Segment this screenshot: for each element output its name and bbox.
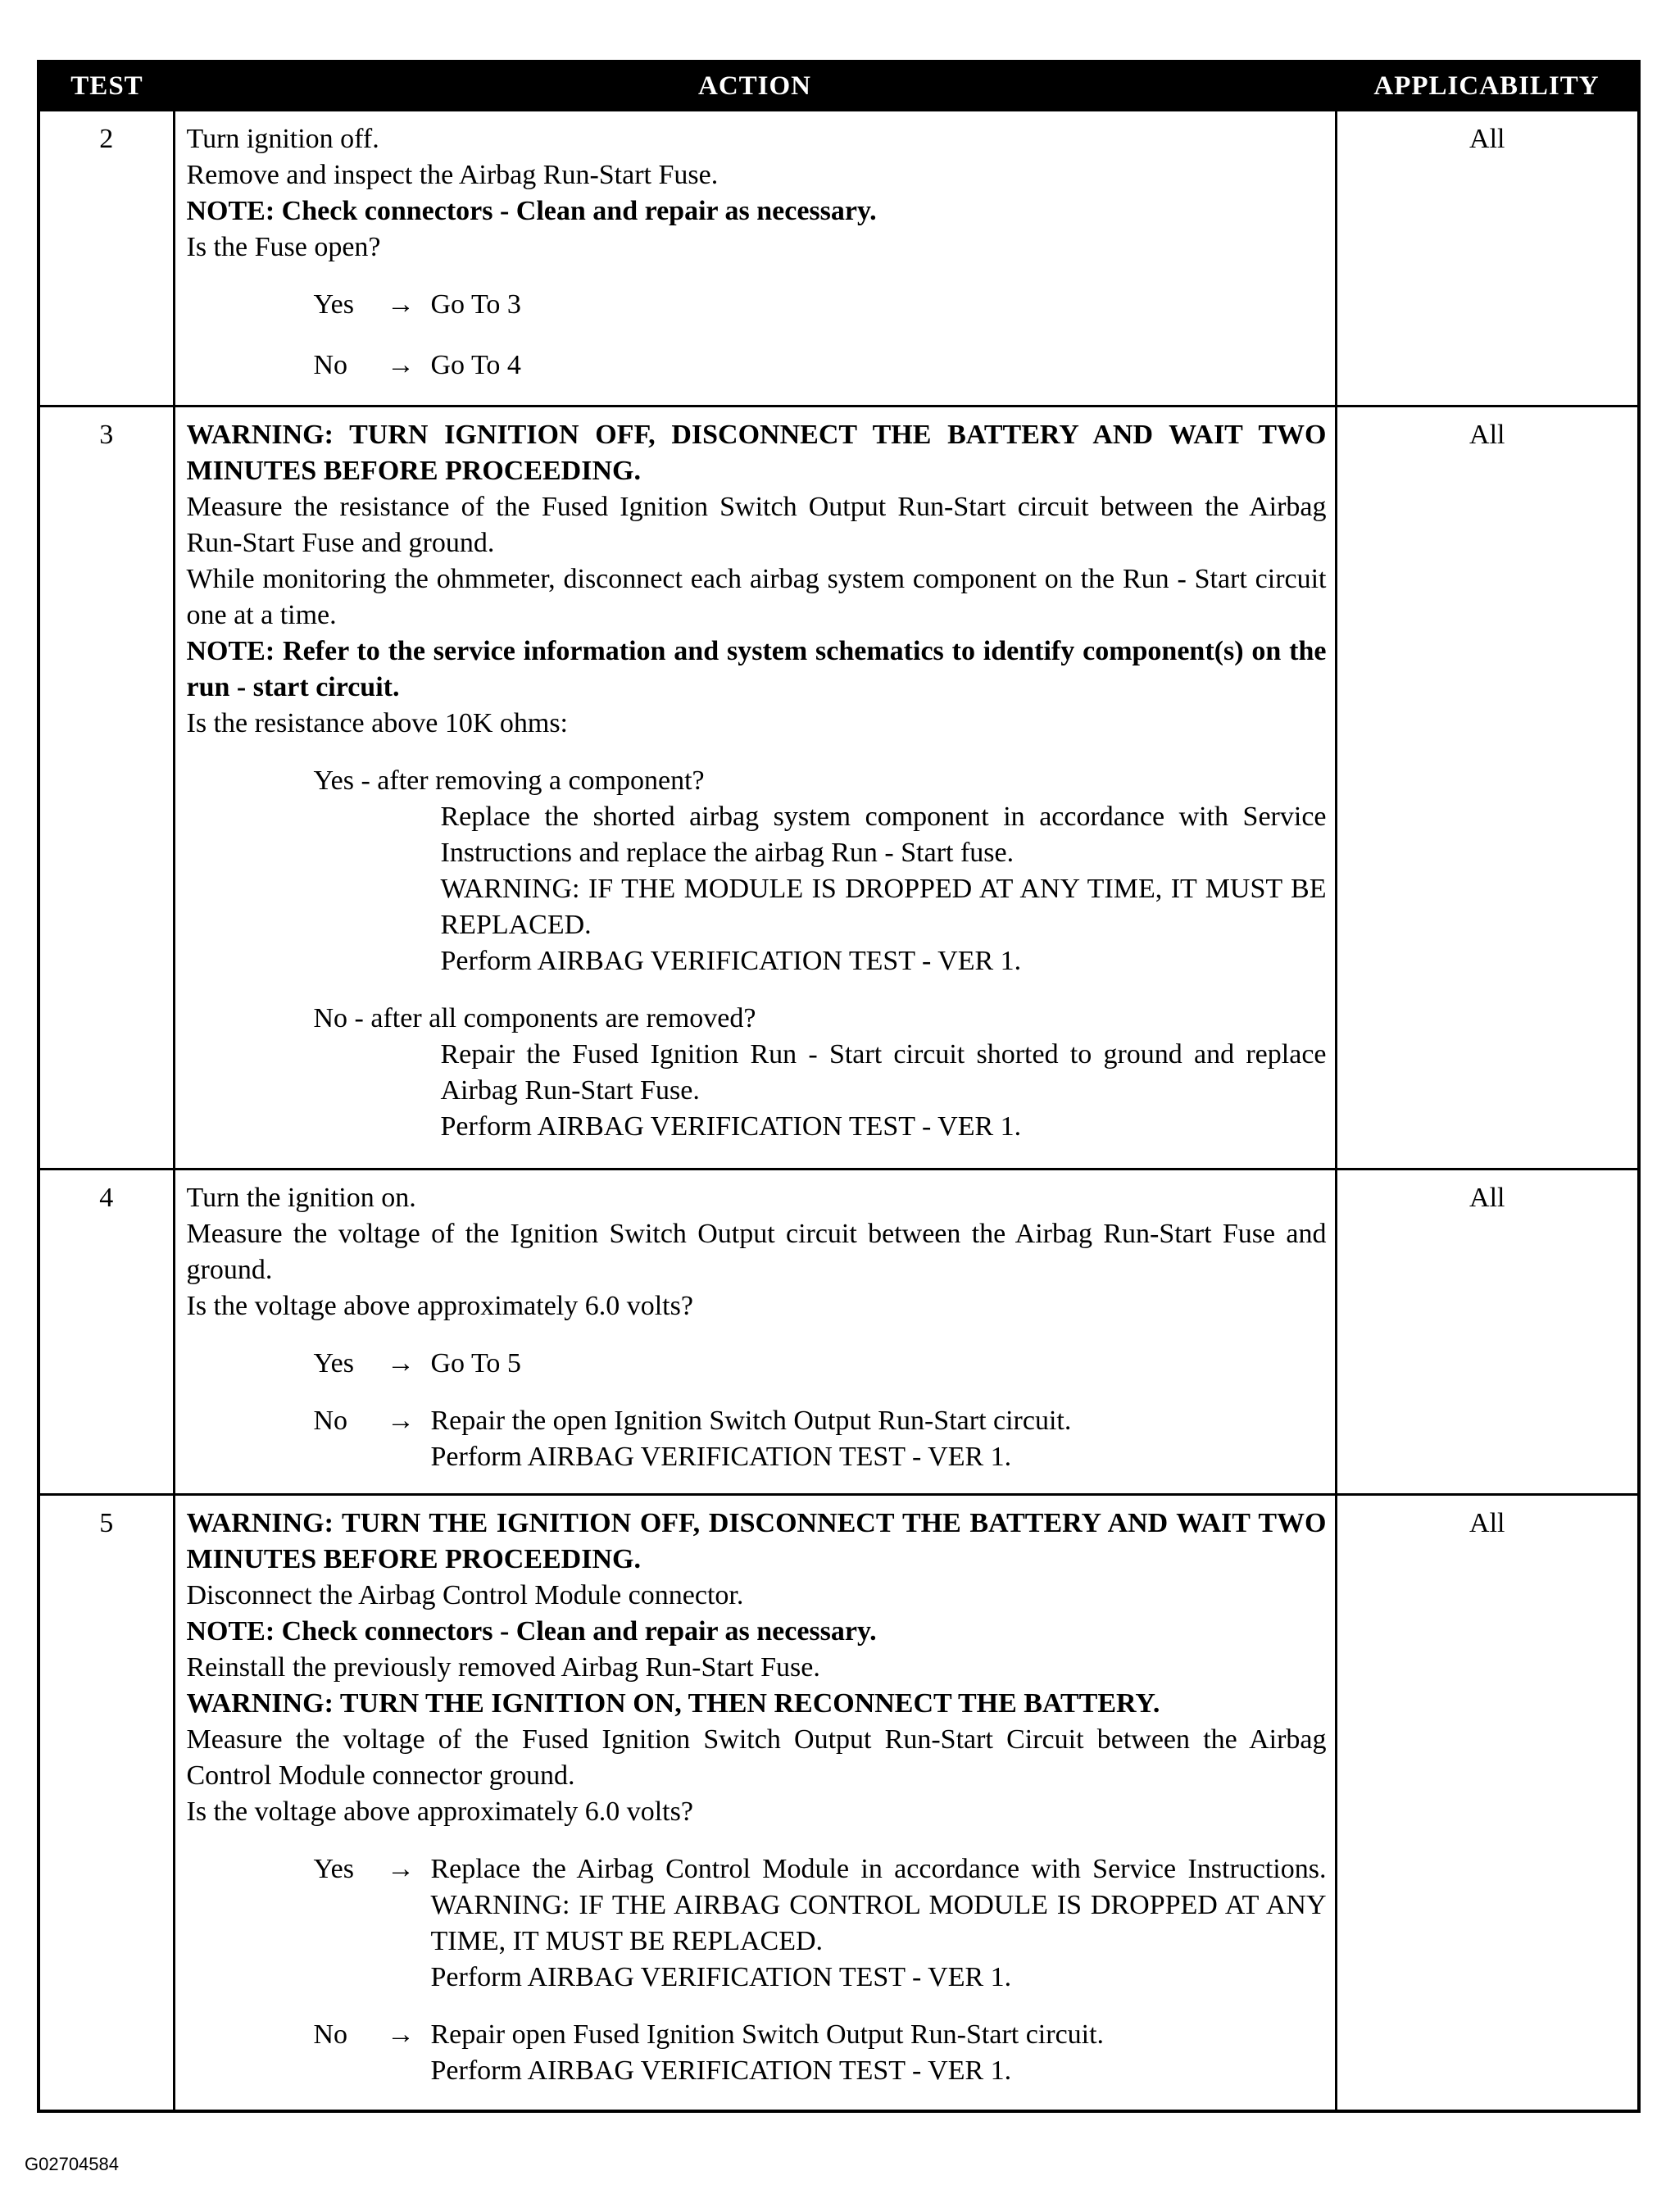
arrow-icon: → (387, 289, 415, 320)
table-row (39, 407, 1639, 1170)
warning-line: WARNING: TURN IGNITION OFF, DISCONNECT THE BATTERY AND WAIT TWO MINUTES BEFORE PROCEEDING. (186, 420, 1327, 486)
note-line: NOTE: Check connectors - Clean and repair as necessary. (186, 196, 877, 226)
no-result: Perform AIRBAG VERIFICATION TEST - VER 1. (440, 1111, 1022, 1142)
no-question: No - after all components are removed? (313, 1003, 756, 1033)
action-cell (174, 407, 1336, 1170)
yes-result-line: Perform AIRBAG VERIFICATION TEST - VER 1. (430, 1962, 1012, 1992)
yes-result: WARNING: IF THE MODULE IS DROPPED AT ANY TIME, IT MUST BE REPLACED. (440, 874, 1327, 940)
applicability-value: All (1336, 111, 1639, 407)
action-line: Turn the ignition on. (186, 1183, 416, 1213)
yes-result: Perform AIRBAG VERIFICATION TEST - VER 1. (440, 946, 1022, 976)
test-number: 5 (39, 1495, 174, 2111)
no-result (431, 2017, 1327, 2089)
action-line: While monitoring the ohmmeter, disconnect each airbag system component on the Run - Start circuit one at a time. (186, 564, 1327, 630)
action-cell (174, 111, 1336, 407)
header-applicability: APPLICABILITY (1336, 61, 1639, 111)
no-result: Go To 4 (430, 350, 521, 380)
action-cell (174, 1495, 1336, 2111)
no-branch (314, 1001, 1327, 1145)
test-number: 2 (39, 111, 174, 407)
no-result-line: Repair the open Ignition Switch Output Run-Start circuit. (430, 1406, 1072, 1436)
no-result (431, 1403, 1327, 1475)
action-line: Remove and inspect the Airbag Run-Start Fuse. (186, 160, 719, 190)
arrow-icon: → (387, 2019, 415, 2050)
no-branch (314, 347, 1327, 384)
question-line: Is the Fuse open? (186, 232, 381, 262)
no-result: Repair the Fused Ignition Run - Start circuit shorted to ground and replace Airbag Run-Start Fuse. (440, 1039, 1327, 1106)
no-label: No (313, 1406, 348, 1436)
no-result-line: Perform AIRBAG VERIFICATION TEST - VER 1. (430, 1442, 1012, 1472)
note-line: NOTE: Refer to the service information and system schematics to identify component(s) on the run - start circuit. (186, 636, 1327, 702)
note-line: NOTE: Check connectors - Clean and repair as necessary. (186, 1616, 877, 1647)
no-label: No (313, 350, 348, 380)
table-row (39, 1170, 1639, 1495)
no-result-line: Perform AIRBAG VERIFICATION TEST - VER 1. (430, 2055, 1012, 2086)
applicability-value: All (1336, 407, 1639, 1170)
no-branch (314, 1403, 1327, 1475)
action-line: Measure the resistance of the Fused Ignition Switch Output Run-Start circuit between the Airbag Run-Start Fuse and ground. (186, 492, 1327, 558)
arrow-icon: → (387, 1406, 415, 1436)
yes-result: Go To 5 (430, 1348, 521, 1379)
action-line: Measure the voltage of the Ignition Switch Output circuit between the Airbag Run-Start Fuse and ground. (186, 1219, 1327, 1285)
yes-label: Yes (313, 1348, 354, 1379)
warning-line: WARNING: TURN THE IGNITION ON, THEN RECONNECT THE BATTERY. (186, 1688, 1160, 1719)
action-line: Measure the voltage of the Fused Ignition Switch Output Run-Start Circuit between the Airbag Control Module connector ground. (186, 1724, 1327, 1791)
yes-branch (314, 287, 1327, 323)
action-line: Disconnect the Airbag Control Module connector. (186, 1580, 744, 1610)
action-line: Reinstall the previously removed Airbag Run-Start Fuse. (186, 1652, 820, 1683)
yes-label: Yes (313, 289, 354, 320)
test-number: 4 (39, 1170, 174, 1495)
arrow-icon: → (387, 1348, 415, 1379)
yes-result (431, 1851, 1327, 1996)
no-result-line: Repair open Fused Ignition Switch Output Run-Start circuit. (430, 2019, 1105, 2050)
no-label: No (313, 2019, 348, 2050)
applicability-value: All (1336, 1495, 1639, 2111)
header-test: TEST (39, 61, 174, 111)
test-number: 3 (39, 407, 174, 1170)
yes-result: Go To 3 (430, 289, 521, 320)
warning-line: WARNING: TURN THE IGNITION OFF, DISCONNECT THE BATTERY AND WAIT TWO MINUTES BEFORE PROCEEDING. (186, 1508, 1327, 1574)
table-row (39, 111, 1639, 407)
yes-branch (314, 1851, 1327, 1996)
question-line: Is the resistance above 10K ohms: (186, 708, 568, 738)
table-header-row (39, 61, 1639, 111)
no-branch (314, 2017, 1327, 2089)
yes-result-line: Replace the Airbag Control Module in accordance with Service Instructions. WARNING: IF THE AIRBAG CONTROL MODULE IS DROPPED AT ANY TIME, IT MUST BE REPLACED. (430, 1854, 1327, 1956)
question-line: Is the voltage above approximately 6.0 volts? (186, 1291, 693, 1321)
applicability-value: All (1336, 1170, 1639, 1495)
yes-label: Yes (313, 1854, 354, 1884)
yes-branch (314, 1346, 1327, 1382)
yes-result: Replace the shorted airbag system component in accordance with Service Instructions and replace the airbag Run - Start fuse. (440, 802, 1327, 868)
table-row (39, 1495, 1639, 2111)
yes-question: Yes - after removing a component? (313, 765, 705, 796)
figure-id: G02704584 (25, 2154, 119, 2174)
yes-branch (314, 763, 1327, 979)
question-line: Is the voltage above approximately 6.0 volts? (186, 1796, 693, 1827)
action-line: Turn ignition off. (186, 124, 379, 154)
action-cell (174, 1170, 1336, 1495)
diagnostic-table (37, 60, 1641, 2113)
arrow-icon: → (387, 1854, 415, 1884)
arrow-icon: → (387, 350, 415, 380)
header-action: ACTION (174, 61, 1336, 111)
